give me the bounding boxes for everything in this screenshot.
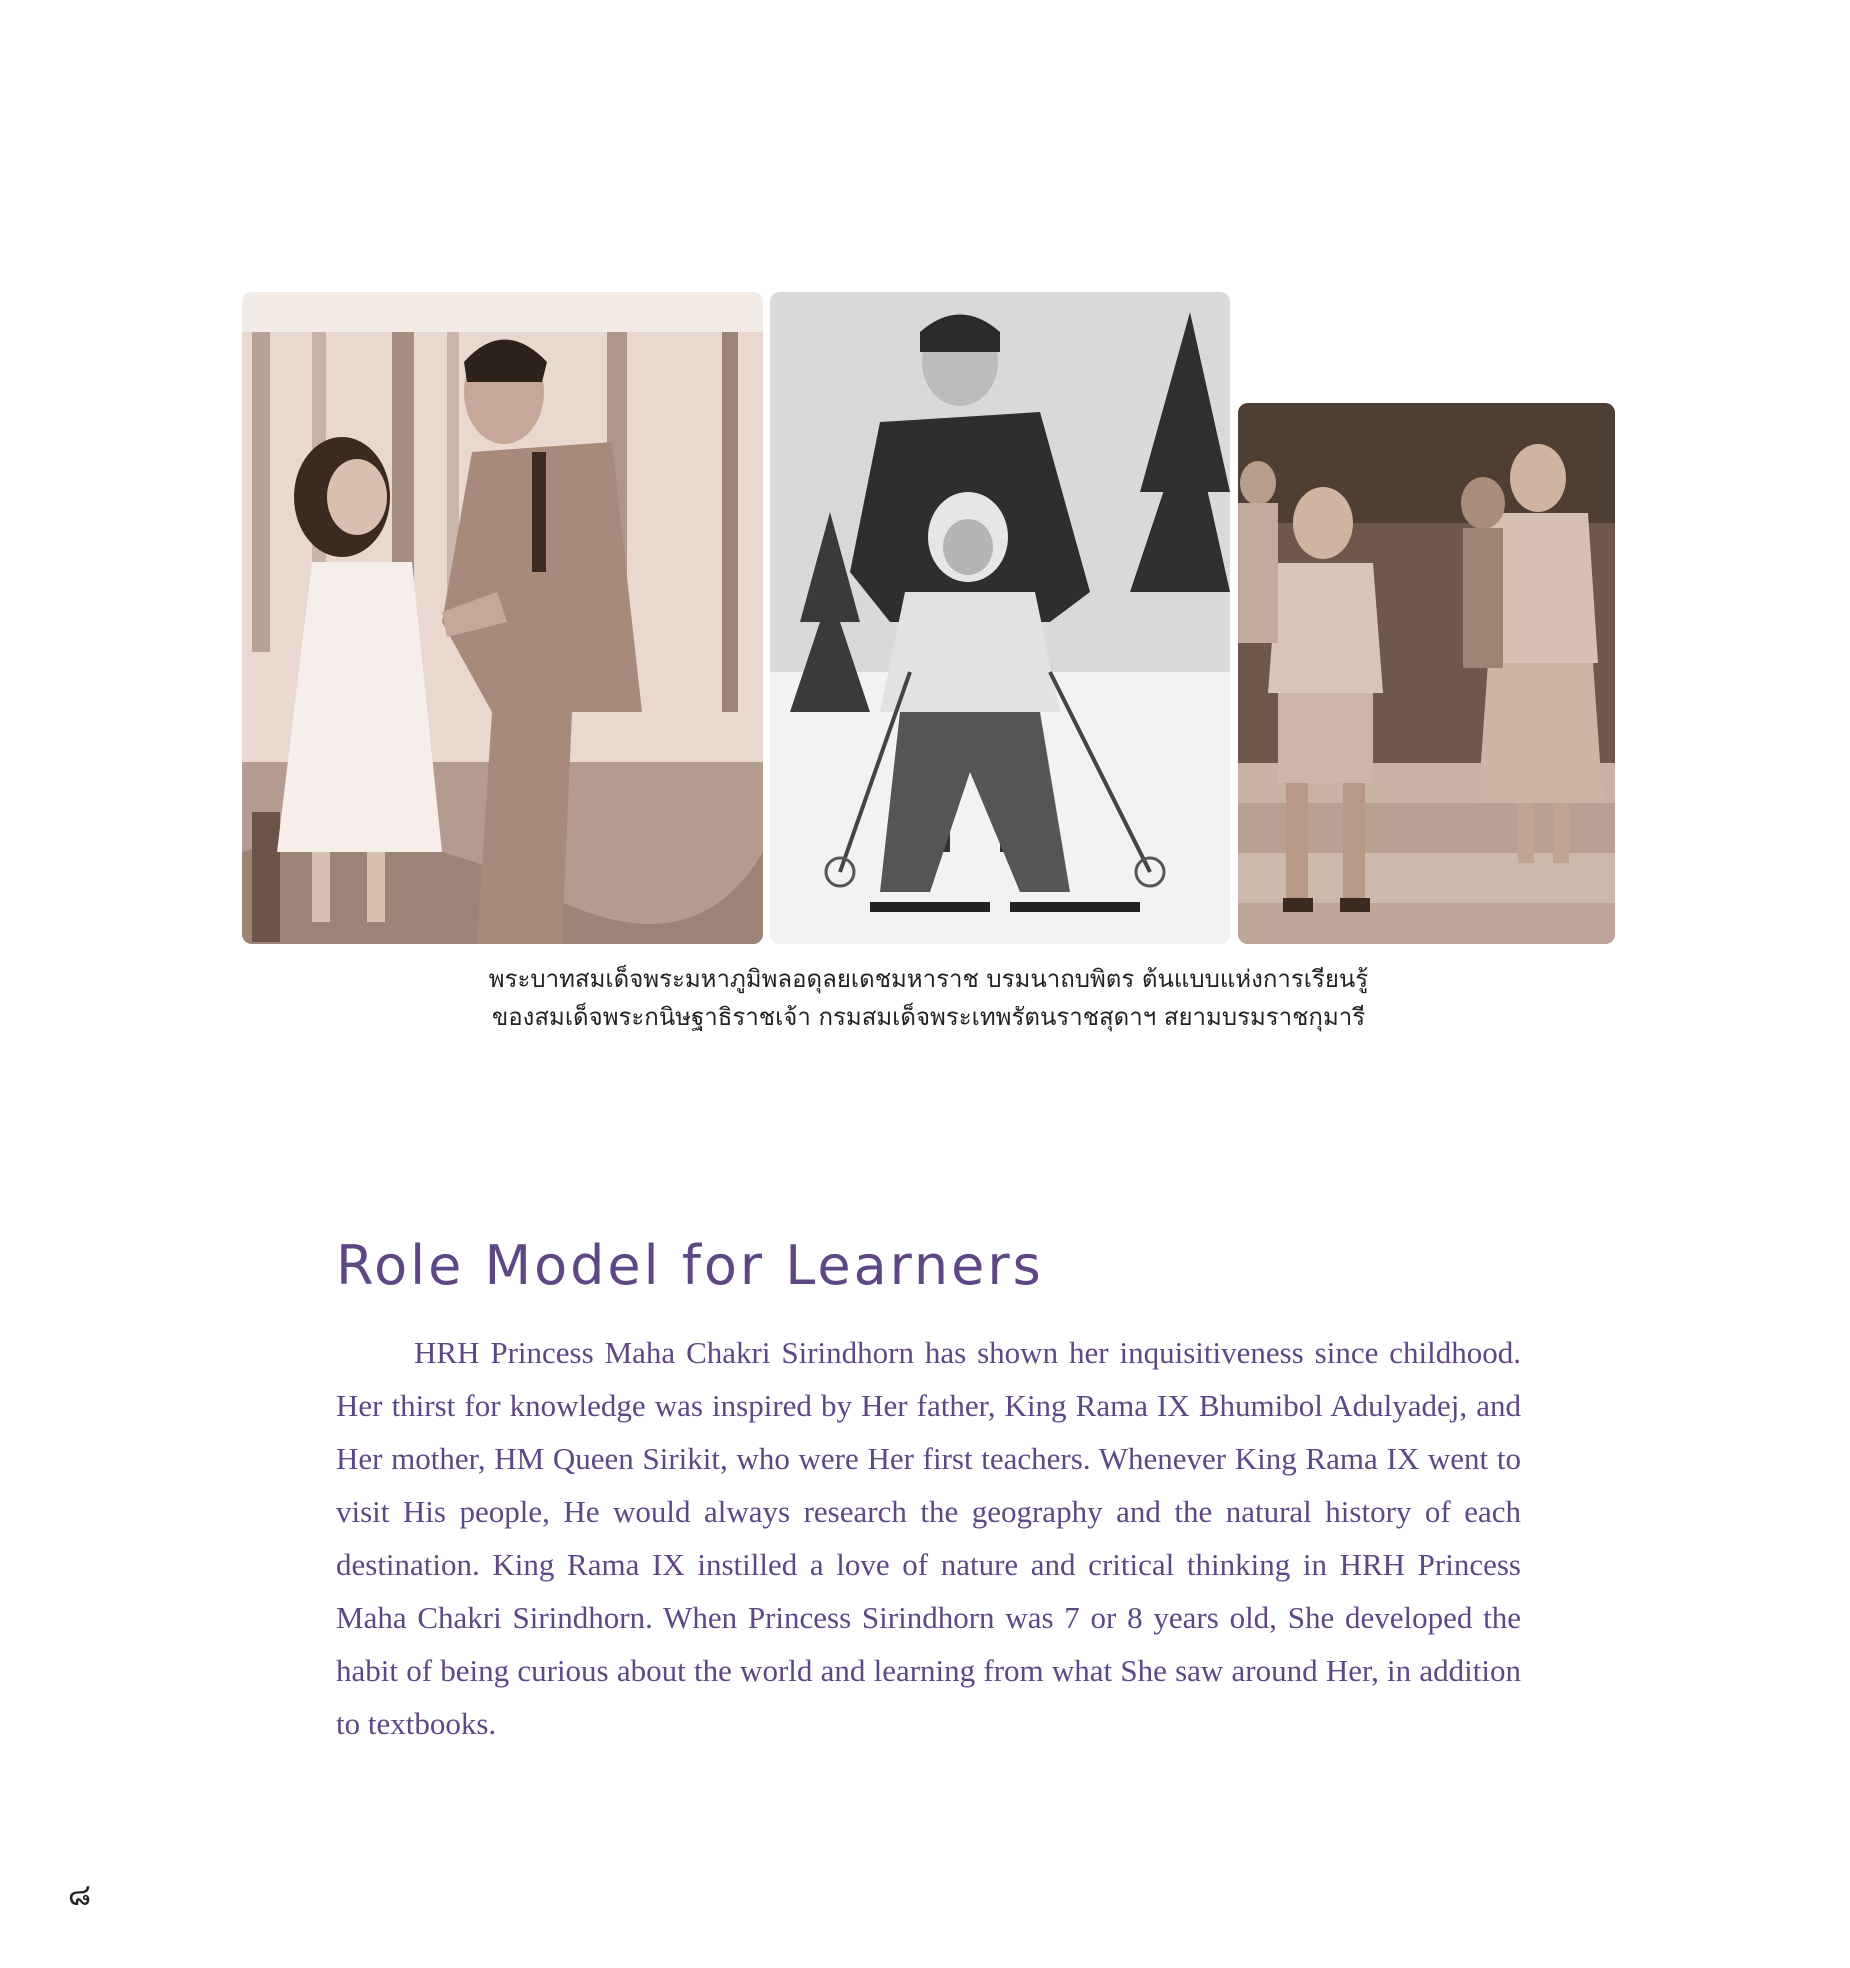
section-heading: Role Model for Learners (336, 1234, 1044, 1297)
caption-line-2: ของสมเด็จพระกนิษฐาธิราชเจ้า กรมสมเด็จพระเทพรัตนราชสุดาฯ สยามบรมราชกุมารี (491, 1003, 1366, 1031)
body-paragraph: HRH Princess Maha Chakri Sirindhorn has shown her inquisitiveness since childhood. Her thirst for knowledge was inspired by Her father, King Rama IX Bhumibol Adulyadej, and Her mother, HM Queen Sirikit, who were Her first teachers. Whenever King Rama IX went to visit His people, He would always research the geography and the natural history of each destination. King Rama IX instilled a love of nature and critical thinking in HRH Princess Maha Chakri Sirindhorn. When Princess Sirindhorn was 7 or 8 years old, She developed the habit of being curious about the world and learning from what She saw around Her, in addition to textbooks. (336, 1335, 1521, 1741)
photo-king-with-daughter-forest (242, 292, 763, 944)
caption-line-1: พระบาทสมเด็จพระมหาภูมิพลอดุลยเดชมหาราช บรมนาถบพิตร ต้นแบบแห่งการเรียนรู้ (488, 965, 1369, 993)
page-number: ๘ (68, 1878, 92, 1913)
photo-scout-uniform-steps (1238, 403, 1615, 944)
photo-skiing-lesson (770, 292, 1230, 944)
photo-caption (242, 960, 1615, 1036)
